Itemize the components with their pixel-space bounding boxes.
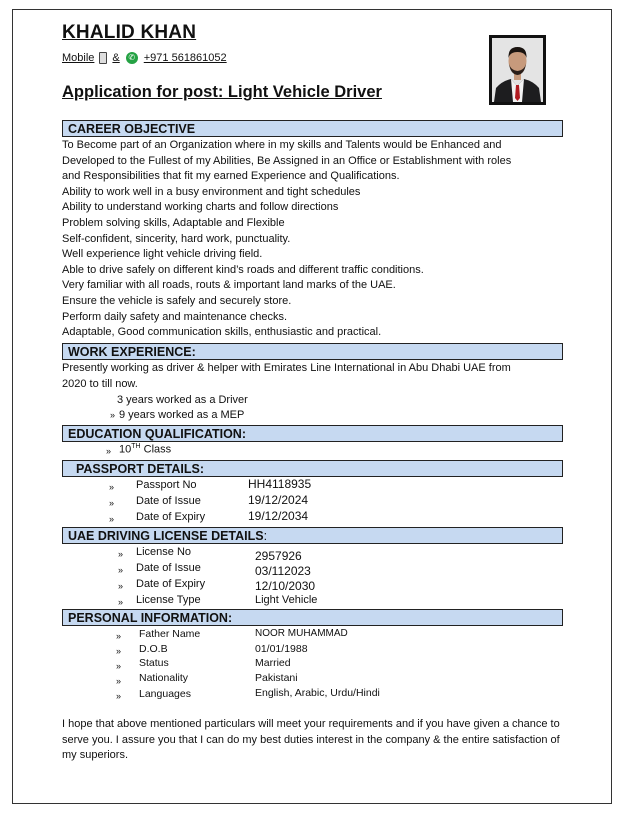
bullet-icon: » <box>118 549 124 559</box>
contact-line <box>62 52 227 64</box>
license-label: License No <box>136 546 192 558</box>
personal-value: 01/01/1988 <box>255 643 308 655</box>
work-item: 3 years worked as a Driver <box>117 394 248 406</box>
work-line-1: Presently working as driver & helper with Emirates Line International in Abu Dhabi UAE from <box>62 362 511 374</box>
applicant-photo <box>489 35 546 105</box>
bullet-icon: » <box>106 446 112 456</box>
license-value: Light Vehicle <box>255 594 318 606</box>
passport-heading: PASSPORT DETAILS: <box>62 460 563 477</box>
license-heading <box>62 527 563 544</box>
career-line: Ability to understand working charts and follow directions <box>62 201 339 214</box>
education-heading: EDUCATION QUALIFICATION: <box>62 425 563 442</box>
passport-value: HH4118935 <box>248 477 312 491</box>
personal-value: Married <box>255 657 291 669</box>
personal-label: D.O.B <box>139 643 168 655</box>
bullet-icon: » <box>116 646 122 656</box>
bullet-icon: » <box>116 661 122 671</box>
license-label: Date of Expiry <box>136 578 206 590</box>
license-label: License Type <box>136 594 201 606</box>
personal-label: Languages <box>139 688 191 700</box>
license-heading-colon: : <box>263 529 268 543</box>
bullet-icon: » <box>109 498 115 508</box>
mobile-phone-icon <box>99 52 107 64</box>
career-line: and Responsibilities that fit my earned Experience and Qualifications. <box>62 170 400 183</box>
applicant-name: KHALID KHAN <box>62 22 197 43</box>
bullet-icon: » <box>118 565 124 575</box>
career-line: Perform daily safety and maintenance checks. <box>62 310 288 323</box>
work-line-2: 2020 to till now. <box>62 378 138 390</box>
bullet-icon: » <box>116 631 122 641</box>
education-item <box>119 443 171 456</box>
whatsapp-icon: ✆ <box>126 52 138 64</box>
career-line: Self-confident, sincerity, hard work, punctuality. <box>62 232 291 245</box>
personal-label: Father Name <box>139 628 201 640</box>
mobile-label: Mobile <box>62 52 95 64</box>
personal-value: NOOR MUHAMMAD <box>255 628 348 639</box>
post-title: Application for post: Light Vehicle Driver <box>62 83 382 101</box>
license-label: Date of Issue <box>136 562 201 574</box>
personal-value: English, Arabic, Urdu/Hindi <box>255 687 380 699</box>
passport-label: Date of Expiry <box>136 511 206 523</box>
license-heading-text: UAE DRIVING LICENSE DETAILS <box>68 529 264 543</box>
license-value: 12/10/2030 <box>255 579 316 593</box>
career-objective-heading: CAREER OBJECTIVE <box>62 120 563 137</box>
career-line: Ability to work well in a busy environment and tight schedules <box>62 185 361 198</box>
ampersand: & <box>112 52 120 64</box>
career-line: Able to drive safely on different kind’s roads and different traffic conditions. <box>62 263 424 276</box>
bullet-icon: » <box>109 514 115 524</box>
passport-label: Date of Issue <box>136 495 201 507</box>
bullet-icon: » <box>116 676 122 686</box>
passport-value: 19/12/2034 <box>248 509 309 523</box>
personal-label: Nationality <box>139 672 189 684</box>
career-line: To Become part of an Organization where in my skills and Talents would be Enhanced and <box>62 139 502 151</box>
career-line: Very familiar with all roads, routs & important land marks of the UAE. <box>62 279 396 292</box>
career-line: Adaptable, Good communication skills, enthusiastic and practical. <box>62 326 382 339</box>
bullet-icon: » <box>118 597 124 607</box>
phone-number: +971 561861052 <box>143 52 227 64</box>
work-experience-heading: WORK EXPERIENCE: <box>62 343 563 360</box>
license-value: 2957926 <box>255 549 302 563</box>
bullet-icon: » <box>116 691 122 701</box>
license-value: 03/112023 <box>255 564 311 578</box>
closing-paragraph: I hope that above mentioned particulars will meet your requirements and if you have given a chance to serve you. I assure you that I can do my best duties interest in the company & the entire satisfaction of my superiors. <box>62 718 560 761</box>
person-portrait-icon <box>492 38 543 102</box>
personal-value: Pakistani <box>255 672 298 684</box>
career-line: Well experience light vehicle driving field. <box>62 248 263 261</box>
career-line: Developed to the Fullest of my Abilities, Be Assigned in an Office or Establishment with roles <box>62 154 512 167</box>
personal-label: Status <box>139 657 169 669</box>
passport-value: 19/12/2024 <box>248 493 309 507</box>
bullet-icon: » <box>109 482 115 492</box>
education-grade: 10 <box>119 443 132 456</box>
bullet-icon: » <box>110 410 116 420</box>
career-line: Ensure the vehicle is safely and securely store. <box>62 294 292 307</box>
career-objective-text <box>62 138 562 341</box>
work-item: 9 years worked as a MEP <box>119 409 245 421</box>
education-level: Class <box>140 443 172 456</box>
passport-label: Passport No <box>136 479 197 491</box>
personal-info-heading: PERSONAL INFORMATION: <box>62 609 563 626</box>
career-line: Problem solving skills, Adaptable and Flexible <box>62 216 285 229</box>
bullet-icon: » <box>118 581 124 591</box>
education-grade-sup: TH <box>131 443 141 450</box>
